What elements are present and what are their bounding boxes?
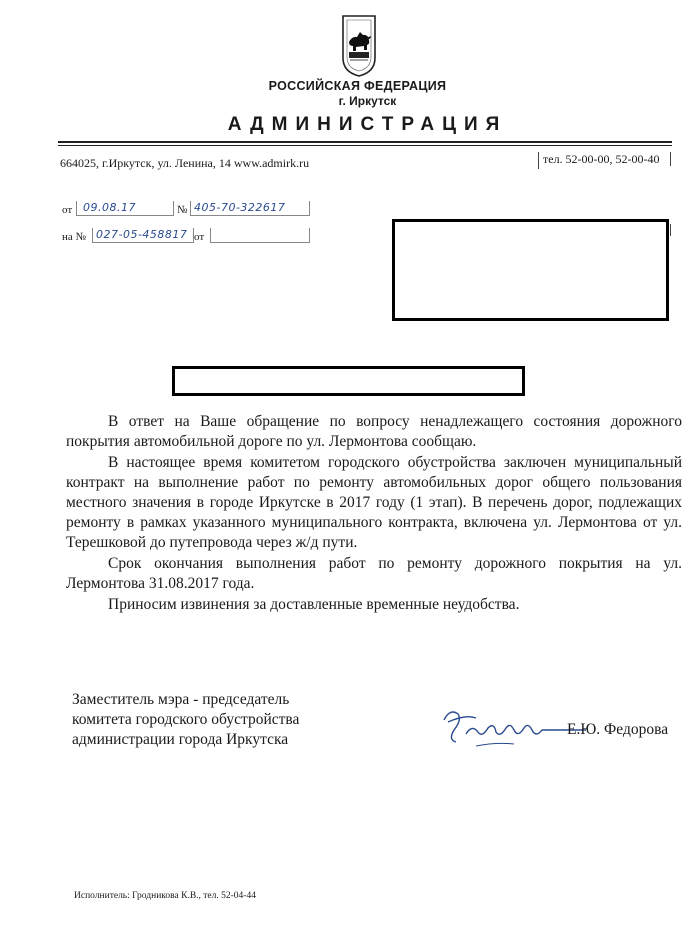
ref-number-field[interactable]	[92, 228, 194, 243]
signer-position	[72, 690, 299, 750]
number-field[interactable]	[190, 201, 310, 216]
addressee-bracket	[670, 224, 671, 236]
irkutsk-coat-of-arms-icon	[340, 14, 378, 78]
handwritten-signature	[436, 700, 586, 760]
paragraph-apology: Приносим извинения за доставленные временные неудобства.	[108, 596, 520, 613]
city-name: г. Иркутск	[338, 94, 397, 108]
paragraph-reply: В ответ на Ваше обращение по вопросу ненадлежащего состояния дорожного покрытия автомобильной дороге по ул. Лермонтова сообщаю.	[66, 413, 682, 450]
letter-body	[66, 412, 682, 616]
signer-position-line: администрации города Иркутска	[72, 731, 289, 748]
paragraph-contract: В настоящее время комитетом городского обустройства заключен муниципальный контракт на выполнение работ по ремонту автомобильных дорог общего пользования местного значения в городе Иркутске в 2017 году (1 этап). В перечень дорог, подлежащих ремонту в рамках указанного муниципального контракта, включена ул. Лермонтова от ул. Терешковой до путепровода через ж/д пути.	[66, 454, 682, 551]
phone-bracket	[670, 152, 671, 166]
from-date-field[interactable]	[76, 201, 174, 216]
ref-label: на №	[62, 231, 87, 243]
paragraph-deadline: Срок окончания выполнения работ по ремонту дорожного покрытия на ул. Лермонтова 31.08.2017 года.	[66, 555, 682, 592]
from-date-value: 09.08.17	[83, 201, 136, 214]
signer-position-line: комитета городского обустройства	[72, 711, 300, 728]
page-title: АДМИНИСТРАЦИЯ	[227, 114, 508, 135]
phone-line: тел. 52-00-00, 52-00-40	[538, 152, 663, 169]
number-value: 405-70-322617	[194, 201, 286, 214]
from-label: от	[62, 204, 73, 216]
ref-from-field[interactable]	[210, 228, 310, 243]
signer-position-line: Заместитель мэра - председатель	[72, 691, 290, 708]
address-line: 664025, г.Иркутск, ул. Ленина, 14 www.admirk.ru	[60, 156, 310, 170]
header-rule-thin	[58, 145, 672, 146]
redacted-addressee	[392, 219, 669, 321]
redacted-salutation	[172, 366, 525, 396]
country-name: РОССИЙСКАЯ ФЕДЕРАЦИЯ	[268, 79, 447, 93]
executor-line: Исполнитель: Гродникова К.В., тел. 52-04-44	[74, 891, 256, 901]
ref-from-label: от	[194, 231, 205, 243]
header-rule-thick	[58, 141, 672, 143]
number-label: №	[177, 204, 188, 216]
ref-number-value: 027-05-458817	[96, 228, 188, 241]
signer-name: Е.Ю. Федорова	[567, 721, 669, 738]
